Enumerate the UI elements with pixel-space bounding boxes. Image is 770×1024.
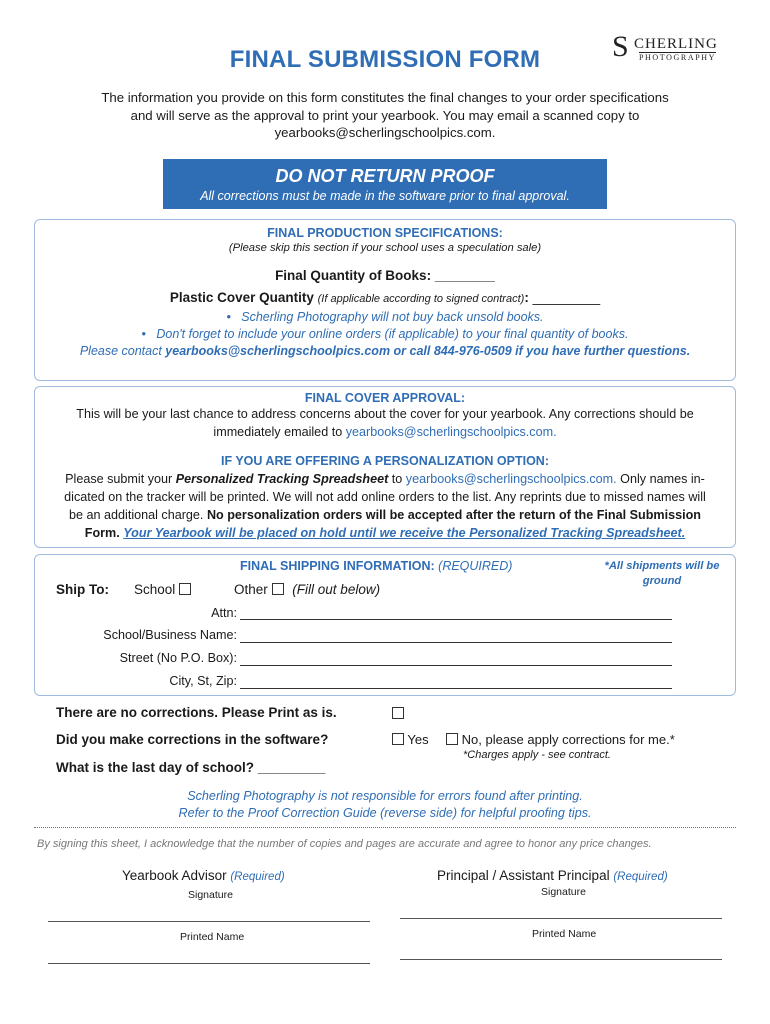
intro-text — [80, 89, 690, 142]
quantity-label: Final Quantity of Books: — [275, 268, 432, 283]
ground-note-line: *All shipments will be — [604, 560, 720, 572]
disclaimer-line: Scherling Photography is not responsible for errors found after printing. — [187, 789, 583, 803]
last-day-label: What is the last day of school? — [56, 760, 255, 775]
yes-label: Yes — [407, 732, 429, 747]
do-not-return-banner — [163, 159, 607, 209]
city-field[interactable] — [240, 688, 672, 689]
principal-signature-line[interactable] — [400, 918, 722, 919]
disclaimer-line: Refer to the Proof Correction Guide (reverse side) for helpful proofing tips. — [178, 806, 592, 820]
advisor-signature-line[interactable] — [48, 921, 370, 922]
personalization-email-link[interactable]: yearbooks@scherlingschoolpics.com. — [405, 472, 617, 486]
text-span: Please submit your — [65, 472, 176, 486]
other-checkbox[interactable] — [272, 583, 284, 595]
cover-email-link[interactable]: yearbooks@scherlingschoolpics.com. — [345, 425, 557, 439]
disclaimer — [0, 788, 770, 822]
last-day-row — [56, 760, 325, 775]
principal-title-text: Principal / Assistant Principal — [437, 868, 610, 883]
shipping-required: (REQUIRED) — [438, 559, 513, 573]
production-note: (Please skip this section if your school uses a speculation sale) — [228, 242, 542, 254]
intro-line-2: and will serve as the approval to print your yearbook. You may email a scanned copy to — [130, 107, 640, 123]
logo-name: CHERLING — [634, 36, 718, 52]
last-day-field[interactable]: _________ — [257, 760, 326, 775]
banner-heading: DO NOT RETURN PROOF — [275, 166, 495, 186]
advisor-title-text: Yearbook Advisor — [122, 868, 227, 883]
cover-text — [34, 405, 736, 441]
bullet-text: Scherling Photography will not buy back unsold books. — [241, 310, 544, 324]
acknowledgement: By signing this sheet, I acknowledge that the number of copies and pages are accurate and agree to honor any price changes. — [37, 838, 652, 850]
quantity-field[interactable]: ________ — [434, 268, 495, 283]
other-option[interactable] — [234, 582, 380, 597]
shipping-heading-text: FINAL SHIPPING INFORMATION: — [240, 559, 435, 573]
made-corrections-label: Did you make corrections in the software? — [56, 732, 329, 747]
principal-required: (Required) — [613, 871, 668, 883]
no-apply-option[interactable] — [446, 732, 675, 747]
advisor-printed-name-line[interactable] — [48, 963, 370, 964]
no-corrections-checkbox[interactable] — [392, 707, 404, 719]
cover-text-prefix: immediately emailed to — [213, 425, 346, 439]
fill-out-note: (Fill out below) — [292, 582, 381, 597]
quantity-row — [34, 268, 736, 283]
ground-note-line: ground — [642, 575, 682, 587]
attn-label: Attn: — [211, 606, 237, 620]
plastic-note: (If applicable according to signed contract) — [317, 293, 525, 305]
text-span: Only names in- — [616, 472, 705, 486]
principal-printed-name-label: Printed Name — [532, 928, 597, 940]
school-option[interactable] — [134, 582, 191, 597]
no-corrections-label: There are no corrections. Please Print as is. — [56, 705, 337, 720]
attn-field[interactable] — [240, 619, 672, 620]
ground-note — [592, 559, 732, 589]
logo-initial: S — [612, 30, 629, 63]
plastic-row — [34, 290, 736, 305]
personalization-text — [34, 470, 736, 542]
advisor-required: (Required) — [230, 871, 285, 883]
advisor-printed-name-label: Printed Name — [180, 931, 245, 943]
bullet-item: • Scherling Photography will not buy back unsold books. — [226, 310, 544, 324]
street-field[interactable] — [240, 665, 672, 666]
page-title: FINAL SUBMISSION FORM — [229, 46, 541, 73]
principal-printed-name-line[interactable] — [400, 959, 722, 960]
plastic-field[interactable]: _________ — [532, 290, 601, 305]
bullet-item: • Don't forget to include your online orders (if applicable) to your final quantity of books. — [141, 327, 629, 341]
advisor-title — [122, 868, 285, 883]
personalization-line — [34, 470, 736, 488]
personalization-line — [34, 506, 736, 524]
city-label: City, St, Zip: — [169, 674, 237, 688]
yes-option[interactable] — [392, 732, 429, 747]
plastic-label: Plastic Cover Quantity — [169, 290, 314, 305]
text-span: be an additional charge. — [69, 508, 207, 522]
scherling-logo — [612, 30, 724, 66]
production-heading: FINAL PRODUCTION SPECIFICATIONS: — [267, 226, 503, 240]
cover-text-line: This will be your last chance to address concerns about the cover for your yearbook. Any corrections should be — [76, 407, 694, 421]
text-span: Personalized Tracking Spreadsheet — [175, 472, 389, 486]
principal-signature-label: Signature — [541, 886, 586, 898]
hold-warning: Your Yearbook will be placed on hold until we receive the Personalized Tracking Spreadsheet. — [123, 526, 686, 540]
text-span: to — [388, 472, 406, 486]
plastic-colon: : — [524, 290, 529, 305]
cover-text-line — [34, 423, 736, 441]
intro-line-1: The information you provide on this form constitutes the final changes to your order specifications — [101, 90, 669, 105]
logo-subtitle: PHOTOGRAPHY — [639, 53, 717, 62]
cover-heading: FINAL COVER APPROVAL: — [304, 391, 466, 405]
text-span: No personalization orders will be accepted after the return of the Final Submission — [206, 508, 701, 522]
yes-checkbox[interactable] — [392, 733, 404, 745]
bullet-text: Don't forget to include your online orders (if applicable) to your final quantity of books. — [156, 327, 629, 341]
personalization-line — [34, 524, 736, 542]
no-apply-checkbox[interactable] — [446, 733, 458, 745]
divider — [34, 827, 736, 828]
personalization-heading: IF YOU ARE OFFERING A PERSONALIZATION OPTION: — [220, 454, 549, 468]
principal-title — [437, 868, 668, 883]
contact-prefix: Please contact — [79, 344, 166, 358]
no-apply-label: No, please apply corrections for me.* — [461, 732, 675, 747]
intro-line-3: yearbooks@scherlingschoolpics.com. — [274, 125, 496, 140]
contact-line — [34, 344, 736, 358]
other-label: Other — [234, 582, 268, 597]
charges-note: *Charges apply - see contract. — [463, 749, 611, 761]
shipping-heading — [240, 559, 512, 573]
school-name-field[interactable] — [240, 642, 672, 643]
personalization-line: dicated on the tracker will be printed. We will not add online orders to the list. Any reprints due to missed names will — [64, 490, 706, 504]
ship-to-label: Ship To: — [56, 582, 109, 597]
school-name-label: School/Business Name: — [103, 628, 237, 642]
street-label: Street (No P.O. Box): — [119, 651, 237, 665]
school-checkbox[interactable] — [179, 583, 191, 595]
contact-details: yearbooks@scherlingschoolpics.com or call 844-976-0509 if you have further questions. — [165, 344, 691, 358]
advisor-signature-label: Signature — [188, 889, 233, 901]
school-label: School — [134, 582, 176, 597]
text-span: Form. — [84, 526, 124, 540]
banner-subtext: All corrections must be made in the software prior to final approval. — [200, 189, 570, 203]
